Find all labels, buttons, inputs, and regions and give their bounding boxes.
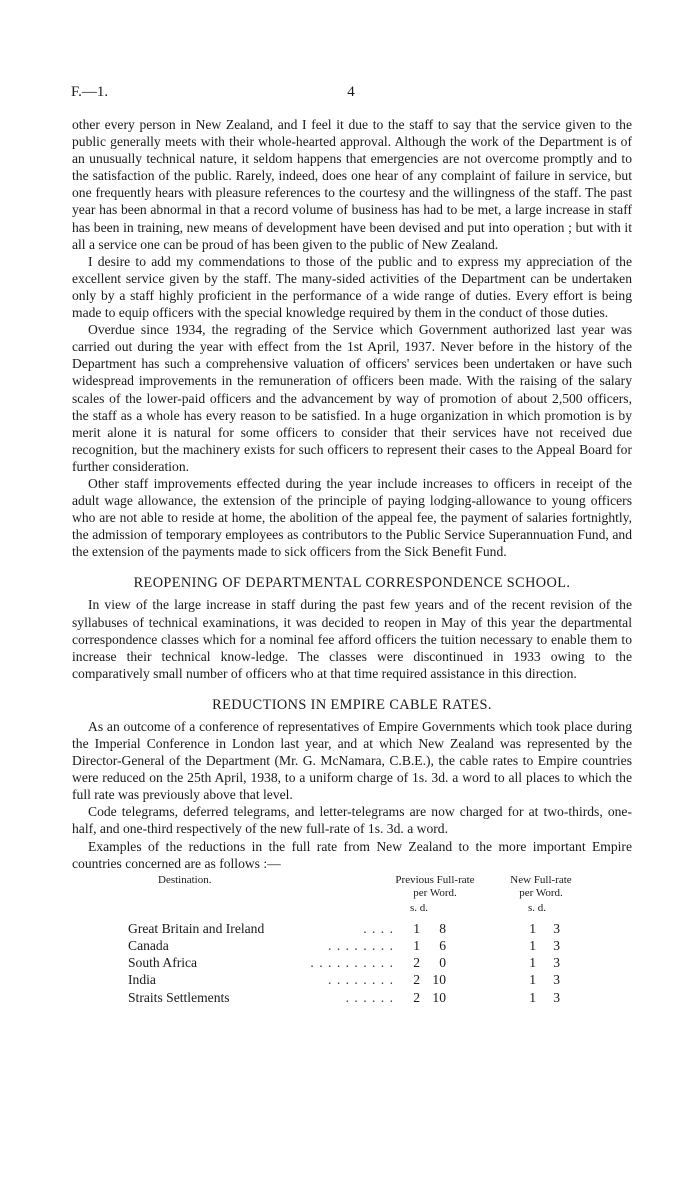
- table-row: [72, 920, 632, 937]
- body-paragraph: Code telegrams, deferred telegrams, and letter-telegrams are now charged for at two-thirds, one-half, and one-third respectively of the new full-rate of 1s. 3d. a word.: [72, 804, 632, 837]
- body-paragraph: other every person in New Zealand, and I feel it due to the staff to say that the service given to the public generally meets with their whole-hearted approval. Although the work of the Department is of an unusually technical nature, it seldom happens that emergencies are not overcome promptly and to the satisfaction of the public. Rarely, indeed, does one hear of any complaint of failure in service, but one frequently hears with pleasure references to the courtesy and the willingness of the staff. The past year has been abnormal in that a record volume of business has had to be met, a large increase in staff has been in training, new means of development have been devised and put into operation ; but with it all a service one can be proud of has been given to the public of New Zealand.: [72, 117, 632, 252]
- new-pence-cell: 3: [553, 937, 560, 953]
- dot-leader: . . . . . . . . . .: [310, 955, 394, 971]
- dot-leader: . . . . . . . .: [328, 937, 394, 953]
- column-header-previous-line2: per Word.: [413, 886, 457, 899]
- units-label-new: s. d.: [528, 901, 547, 914]
- dot-leader: . . . . . . . .: [328, 972, 394, 988]
- previous-pence-cell: 10: [432, 972, 446, 988]
- new-shillings-cell: 1: [529, 989, 536, 1005]
- dot-leader: . . . .: [363, 920, 394, 936]
- document-body: [72, 116, 632, 1006]
- previous-pence-cell: 0: [439, 955, 446, 971]
- body-paragraph: Other staff improvements effected during the year include increases to officers in receipt of the adult wage allowance, the extension of the principle of paying lodging-allowance to young officers who are not able to reside at home, the abolition of the appeal fee, the payment of salaries fortnightly, the admission of temporary employees as contributors to the Public Service Superannuation Fund, and the extension of the payments made to sick officers from the Sick Benefit Fund.: [72, 475, 632, 560]
- body-paragraph: In view of the large increase in staff during the past few years and of the recent revision of the syllabuses of technical examinations, it was decided to reopen in May of this year the departmental correspondence classes which for a nominal fee afford officers the tuition necessary to enable them to increase their technical know-ledge. The classes were discontinued in 1933 owing to the comparatively small number of officers who at that time required assistance in this direction.: [72, 597, 632, 681]
- table-row: [72, 971, 632, 988]
- table-header: [72, 874, 632, 920]
- new-shillings-cell: 1: [529, 937, 536, 953]
- page-number: 4: [347, 84, 355, 100]
- table-row: [72, 937, 632, 954]
- destination-cell: South Africa: [128, 955, 198, 971]
- new-pence-cell: 3: [553, 955, 560, 971]
- cable-rates-table: [72, 874, 632, 1006]
- new-shillings-cell: 1: [529, 920, 536, 936]
- column-header-new-rate: [496, 874, 586, 900]
- previous-shillings-cell: 1: [413, 937, 420, 953]
- column-header-previous-line1: Previous Full-rate: [395, 873, 475, 886]
- section-heading: REOPENING OF DEPARTMENTAL CORRESPONDENCE SCHOOL.: [133, 575, 571, 592]
- previous-shillings-cell: 1: [413, 920, 420, 936]
- previous-shillings-cell: 2: [413, 972, 420, 988]
- body-paragraph: Examples of the reductions in the full rate from New Zealand to the more important Empire countries concerned are as follows :—: [72, 838, 632, 871]
- previous-pence-cell: 10: [432, 989, 446, 1005]
- previous-pence-cell: 6: [439, 937, 446, 953]
- destination-cell: Canada: [128, 937, 169, 953]
- units-label-previous: s. d.: [410, 901, 429, 914]
- previous-pence-cell: 8: [439, 920, 446, 936]
- new-shillings-cell: 1: [529, 955, 536, 971]
- column-header-new-line1: New Full-rate: [510, 873, 572, 886]
- table-row: [72, 989, 632, 1006]
- destination-cell: Great Britain and Ireland: [128, 920, 265, 936]
- body-paragraph: As an outcome of a conference of representatives of Empire Governments which took place during the Imperial Conference in London last year, and at which New Zealand was represented by the Director-General of the Department (Mr. G. McNamara, C.B.E.), the cable rates to Empire countries were reduced on the 25th April, 1938, to a uniform charge of 1s. 3d. a word to all places to which the full rate was previously above that level.: [72, 718, 632, 803]
- body-paragraph: I desire to add my commendations to those of the public and to express my appreciation of the excellent service given by the staff. The many-sided activities of the Department can be undertaken only by a staff highly proficient in the performance of a wide range of duties. Every effort is being made to equip officers with the special knowledge required by them in the conduct of those duties.: [72, 253, 632, 321]
- new-shillings-cell: 1: [529, 972, 536, 988]
- table-row: [72, 954, 632, 971]
- previous-shillings-cell: 2: [413, 955, 420, 971]
- dot-leader: . . . . . .: [345, 989, 394, 1005]
- column-header-new-line2: per Word.: [519, 886, 563, 899]
- report-reference: F.—1.: [71, 84, 109, 100]
- new-pence-cell: 3: [553, 972, 560, 988]
- destination-cell: India: [128, 972, 156, 988]
- destination-cell: Straits Settlements: [128, 989, 230, 1005]
- body-paragraph: Overdue since 1934, the regrading of the Service which Government authorized last year was carried out during the year with effect from the 1st April, 1937. Never before in the history of the Department has such a comprehensive valuation of officers' services been undertaken or have such widespread improvements in the remuneration of officers been made. With the raising of the salary scales of the lower-paid officers and the advancement by way of promotion of about 2,500 officers, the staff as a whole has every reason to be satisfied. In a huge organization in which promotion is by merit alone it is natural for some officers to consider that their services have not received due recognition, but the machinery exists for such officers to represent their cases to the Appeal Board for further consideration.: [72, 322, 632, 474]
- previous-shillings-cell: 2: [413, 989, 420, 1005]
- new-pence-cell: 3: [553, 989, 560, 1005]
- column-header-previous-rate: [386, 874, 484, 900]
- new-pence-cell: 3: [553, 920, 560, 936]
- section-heading: REDUCTIONS IN EMPIRE CABLE RATES.: [212, 696, 492, 713]
- column-header-destination: Destination.: [158, 873, 212, 886]
- page-header: [71, 84, 631, 104]
